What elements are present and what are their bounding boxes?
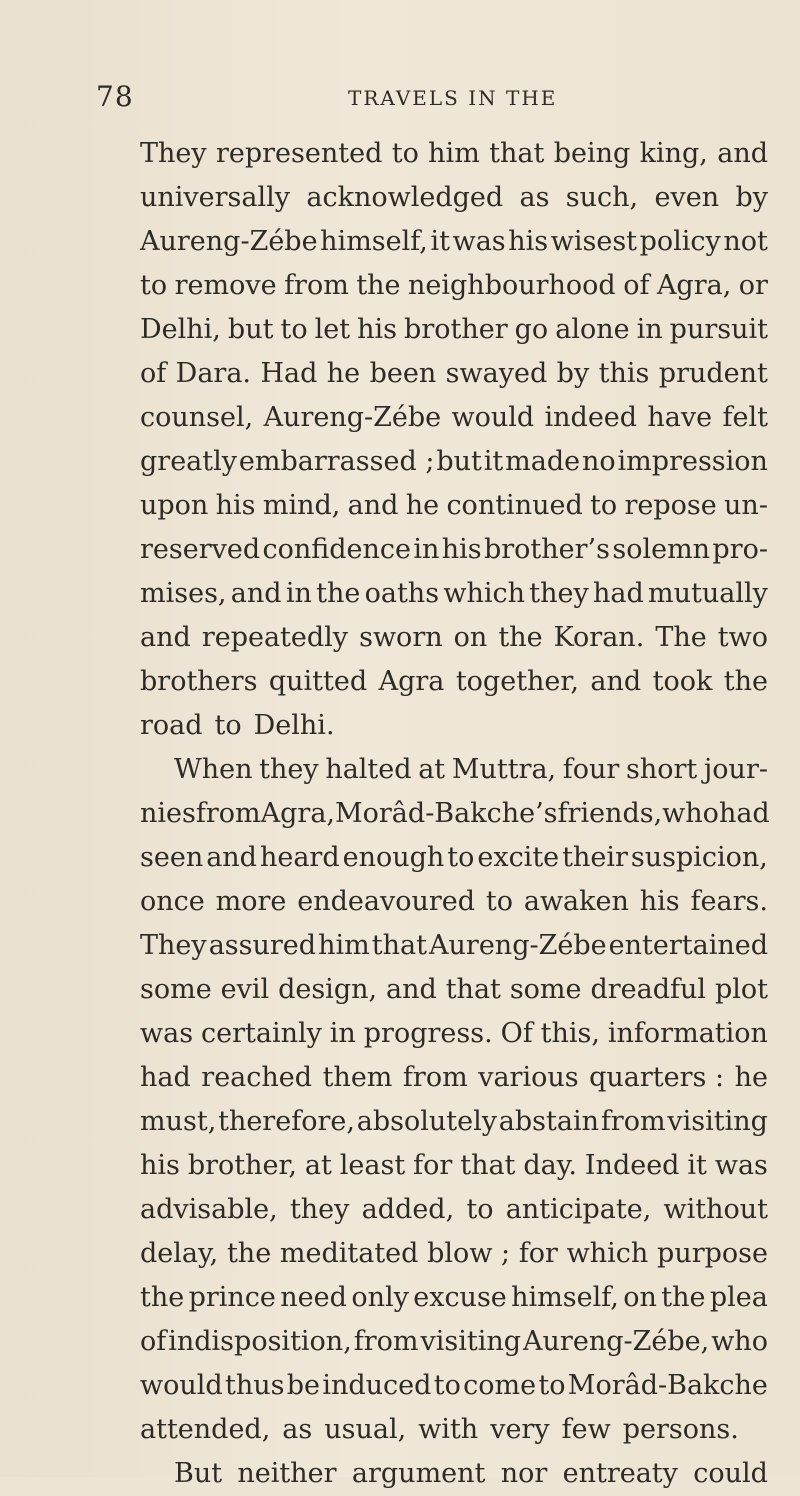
word: and <box>347 490 399 521</box>
word: induced <box>322 1370 432 1401</box>
text-line <box>140 1188 768 1232</box>
word: embarrassed ; <box>238 446 435 477</box>
word: but <box>227 314 274 345</box>
word: the <box>316 578 361 609</box>
word: swayed <box>445 358 548 389</box>
word: road <box>140 710 203 741</box>
word: even <box>654 182 720 213</box>
word: must, <box>140 1106 217 1137</box>
text-line <box>140 704 768 748</box>
word: Dara. <box>175 358 252 389</box>
word: plea <box>709 1282 768 1313</box>
word: excite <box>477 842 560 873</box>
word: was <box>140 1018 194 1049</box>
word: oaths <box>364 578 440 609</box>
word: various <box>478 1062 579 1093</box>
word: Aureng-Zébe <box>429 930 607 961</box>
word: to <box>466 1194 494 1225</box>
word: repeatedly <box>201 622 349 653</box>
word: be <box>286 1370 321 1401</box>
word: blow ; <box>427 1238 511 1269</box>
word: go <box>514 314 549 345</box>
word: attended, <box>140 1414 271 1445</box>
word: the <box>661 1282 706 1313</box>
word: as <box>282 1414 313 1445</box>
word: endeavoured <box>297 886 476 917</box>
text-line <box>140 132 768 176</box>
word: some <box>509 974 582 1005</box>
word: been <box>369 358 437 389</box>
text-line <box>140 968 768 1012</box>
word: the <box>356 270 401 301</box>
word: two <box>717 622 768 653</box>
word: his <box>357 314 397 345</box>
word: to <box>590 490 618 521</box>
word: assured <box>208 930 317 961</box>
word: they <box>529 578 589 609</box>
word: their <box>562 842 628 873</box>
word: nor <box>500 1458 548 1489</box>
word: solemn <box>612 534 711 565</box>
word: Indeed <box>584 1150 680 1181</box>
word: added, <box>361 1194 455 1225</box>
word: Agra <box>378 666 445 697</box>
word: was <box>714 1150 768 1181</box>
word: fears. <box>690 886 768 917</box>
word: from <box>284 270 349 301</box>
word: had <box>593 578 644 609</box>
word: Aureng-Zébe <box>140 226 318 257</box>
word: argument <box>351 1458 486 1489</box>
text-line <box>140 1144 768 1188</box>
text-line <box>140 1408 768 1452</box>
text-line <box>140 660 768 704</box>
page-number: 78 <box>96 80 134 113</box>
word: Delhi, <box>140 314 221 345</box>
word: and <box>140 622 191 653</box>
word: policy <box>639 226 721 257</box>
word: it <box>483 446 504 477</box>
word: quarters : <box>589 1062 725 1093</box>
word: the <box>723 666 768 697</box>
word: that <box>371 930 427 961</box>
word: and <box>230 578 282 609</box>
word: brother’s <box>483 534 610 565</box>
word: only <box>351 1282 409 1313</box>
word: which <box>443 578 525 609</box>
word: for <box>518 1238 558 1269</box>
word: mind, <box>262 490 341 521</box>
running-title: TRAVELS IN THE <box>348 86 558 110</box>
word: upon <box>140 490 209 521</box>
word: and <box>206 842 257 873</box>
word: would <box>451 402 535 433</box>
text-line <box>140 396 768 440</box>
word: seen <box>140 842 204 873</box>
word: alone <box>555 314 630 345</box>
word: took <box>652 666 713 697</box>
word: being <box>553 138 631 169</box>
word: they <box>259 754 319 785</box>
word: visiting <box>667 1106 768 1137</box>
word: reserved <box>140 534 261 565</box>
word: neither <box>237 1458 337 1489</box>
word: to <box>485 886 513 917</box>
word: felt <box>722 402 768 433</box>
word: from <box>195 798 261 829</box>
word: himself, <box>511 1282 619 1313</box>
word: They <box>140 930 207 961</box>
text-line <box>140 1320 768 1364</box>
text-line <box>140 440 768 484</box>
word: brothers <box>140 666 258 697</box>
word: pursuit <box>669 314 768 345</box>
word: entertained <box>608 930 768 961</box>
word: prince <box>188 1282 276 1313</box>
text-line <box>140 836 768 880</box>
text-line <box>140 1100 768 1144</box>
word: from <box>402 1062 468 1093</box>
word: on <box>623 1282 657 1313</box>
word: without <box>663 1194 768 1225</box>
word: The <box>655 622 707 653</box>
word: least <box>339 1150 406 1181</box>
word: indeed <box>544 402 638 433</box>
word: of <box>140 1326 167 1357</box>
word: in <box>329 1018 356 1049</box>
word: the <box>226 1238 272 1269</box>
word: delay, <box>140 1238 219 1269</box>
word: come <box>463 1370 537 1401</box>
word: un- <box>724 490 768 521</box>
word: that <box>489 138 545 169</box>
word: Of <box>500 1018 533 1049</box>
word: at <box>418 754 446 785</box>
word: Agra, <box>656 270 732 301</box>
word: together, <box>455 666 579 697</box>
word: thus <box>224 1370 285 1401</box>
word: in <box>413 534 440 565</box>
word: meditated <box>279 1238 419 1269</box>
word: that <box>445 974 501 1005</box>
word: advisable, <box>140 1194 278 1225</box>
word: suspicion, <box>630 842 768 873</box>
text-line <box>140 1012 768 1056</box>
word: as <box>519 182 550 213</box>
word: pro- <box>712 534 768 565</box>
word: had <box>718 798 770 829</box>
word: confidence <box>262 534 412 565</box>
word: heard <box>259 842 340 873</box>
text-line <box>140 308 768 352</box>
word: Koran. <box>553 622 645 653</box>
text-line <box>140 528 768 572</box>
word: them <box>322 1062 393 1093</box>
word: him <box>318 930 370 961</box>
word: certainly <box>201 1018 322 1049</box>
word: entreaty <box>562 1458 678 1489</box>
word: could <box>693 1458 768 1489</box>
word: therefore, <box>218 1106 355 1137</box>
text-line <box>140 1232 768 1276</box>
word: it <box>430 226 450 257</box>
word: for <box>413 1150 453 1181</box>
word: mutually <box>648 578 768 609</box>
word: Delhi. <box>253 710 335 741</box>
word: few <box>561 1414 611 1445</box>
word: plot <box>714 974 768 1005</box>
word: abstain <box>498 1106 599 1137</box>
text-line <box>140 352 768 396</box>
word: to <box>140 270 168 301</box>
word: who <box>662 798 719 829</box>
word: short <box>626 754 698 785</box>
text-line <box>140 484 768 528</box>
word: indisposition, <box>168 1326 352 1357</box>
word: repose <box>624 490 717 521</box>
word: absolutely <box>356 1106 497 1137</box>
word: four <box>562 754 620 785</box>
text-line <box>140 748 768 792</box>
word: dreadful <box>590 974 707 1005</box>
word: the <box>498 622 543 653</box>
word: design, <box>278 974 378 1005</box>
word: no <box>582 446 616 477</box>
word: he <box>734 1062 768 1093</box>
word: to <box>538 1370 566 1401</box>
word: purpose <box>657 1238 768 1269</box>
word: Had <box>260 358 318 389</box>
word: or <box>738 270 768 301</box>
word: anticipate, <box>505 1194 652 1225</box>
word: to <box>214 710 242 741</box>
body-text <box>140 132 768 1496</box>
text-line <box>140 616 768 660</box>
word: need <box>280 1282 347 1313</box>
word: such, <box>565 182 639 213</box>
word: to <box>433 1370 461 1401</box>
word: nies <box>140 798 196 829</box>
word: halted <box>325 754 412 785</box>
word: it <box>687 1150 707 1181</box>
word: he <box>326 358 361 389</box>
word: reached <box>201 1062 313 1093</box>
word: and <box>717 138 768 169</box>
text-line <box>140 176 768 220</box>
word: not <box>723 226 768 257</box>
word: day. <box>523 1150 577 1181</box>
word: to <box>280 314 308 345</box>
word: to <box>391 138 419 169</box>
text-line <box>140 924 768 968</box>
word: in <box>285 578 312 609</box>
text-line <box>140 1452 768 1496</box>
word: this <box>598 358 650 389</box>
text-line <box>140 1364 768 1408</box>
word: from <box>353 1326 419 1357</box>
word: from <box>600 1106 666 1137</box>
word: information <box>607 1018 768 1049</box>
word: mises, <box>140 578 227 609</box>
word: prudent <box>658 358 768 389</box>
word: once <box>140 886 205 917</box>
word: his <box>639 886 680 917</box>
word: they <box>289 1194 350 1225</box>
word: sworn <box>359 622 443 653</box>
text-line <box>140 1276 768 1320</box>
word: himself, <box>320 226 428 257</box>
word: greatly <box>140 446 238 477</box>
word: this, <box>540 1018 600 1049</box>
word: was <box>452 226 506 257</box>
word: by <box>735 182 768 213</box>
word: jour- <box>703 754 768 785</box>
word: Morâd-Bakche’s <box>335 798 558 829</box>
word: and <box>590 666 642 697</box>
word: with <box>418 1414 479 1445</box>
word: had <box>140 1062 191 1093</box>
word: awaken <box>523 886 629 917</box>
word: more <box>215 886 287 917</box>
word: him <box>428 138 480 169</box>
word: Aureng-Zébe <box>263 402 442 433</box>
word: brother, <box>187 1150 297 1181</box>
word: let <box>314 314 351 345</box>
word: brother <box>404 314 508 345</box>
word: on <box>453 622 488 653</box>
word: evil <box>220 974 270 1005</box>
word: his <box>508 226 549 257</box>
word: remove <box>174 270 277 301</box>
word: represented <box>215 138 383 169</box>
word: acknowledged <box>306 182 504 213</box>
text-line <box>140 880 768 924</box>
word: wisest <box>550 226 638 257</box>
word: which <box>566 1238 649 1269</box>
word: progress. <box>363 1018 493 1049</box>
word: by <box>556 358 590 389</box>
word: But <box>174 1458 223 1489</box>
word: Muttra, <box>451 754 557 785</box>
word: quitted <box>268 666 368 697</box>
word: counsel, <box>140 402 254 433</box>
text-line <box>140 572 768 616</box>
word: would <box>140 1370 223 1401</box>
word: some <box>140 974 212 1005</box>
word: made <box>505 446 581 477</box>
word: and <box>386 974 437 1005</box>
word: They <box>140 138 207 169</box>
word: who <box>711 1326 768 1357</box>
word: usual, <box>324 1414 407 1445</box>
text-line <box>140 792 768 836</box>
word: excuse <box>413 1282 507 1313</box>
word: of <box>623 270 650 301</box>
word: that <box>460 1150 516 1181</box>
word: his <box>441 534 482 565</box>
text-line <box>140 1056 768 1100</box>
word: continued <box>446 490 583 521</box>
word: the <box>140 1282 185 1313</box>
text-line <box>140 220 768 264</box>
word: Aureng-Zébe, <box>523 1326 710 1357</box>
word: Morâd-Bakche <box>567 1370 768 1401</box>
word: king, <box>639 138 708 169</box>
word: persons. <box>622 1414 739 1445</box>
word: enough <box>342 842 445 873</box>
word: neighbourhood <box>408 270 616 301</box>
word: to <box>447 842 475 873</box>
word: When <box>174 754 253 785</box>
text-line <box>140 264 768 308</box>
word: very <box>490 1414 550 1445</box>
word: universally <box>140 182 291 213</box>
running-head <box>96 80 700 120</box>
word: of <box>140 358 167 389</box>
word: Agra, <box>260 798 335 829</box>
word: his <box>215 490 256 521</box>
word: have <box>647 402 713 433</box>
word: he <box>405 490 440 521</box>
word: his <box>140 1150 180 1181</box>
word: friends, <box>557 798 663 829</box>
word: but <box>436 446 482 477</box>
word: at <box>304 1150 332 1181</box>
word: impression <box>617 446 768 477</box>
word: in <box>636 314 663 345</box>
word: visiting <box>420 1326 522 1357</box>
